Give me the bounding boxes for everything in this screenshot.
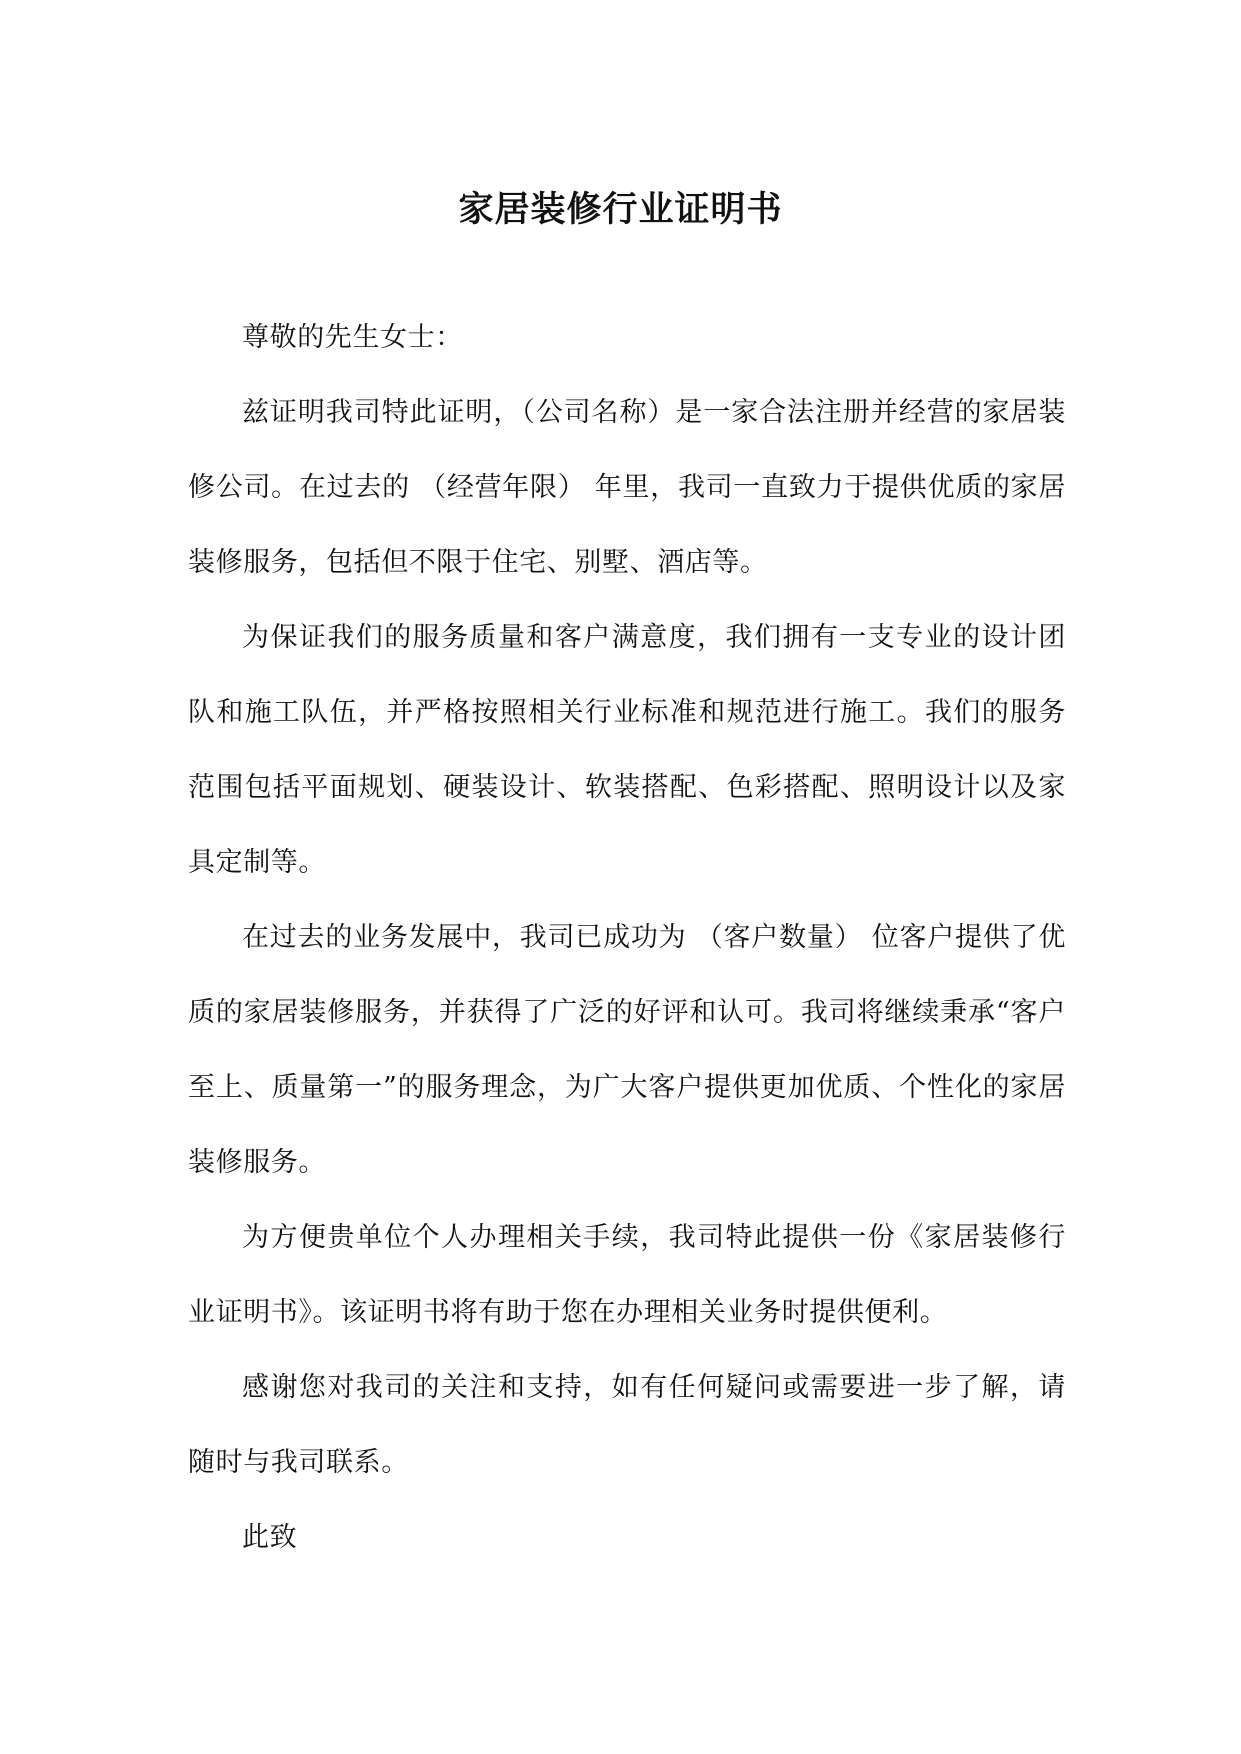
paragraph-purpose: 为方便贵单位个人办理相关手续，我司特此提供一份《家居装修行业证明书》。该证明书将有助于您在办理相关业务时提供便利。 — [188, 1222, 1066, 1328]
paragraph-services: 为保证我们的服务质量和客户满意度，我们拥有一支专业的设计团队和施工队伍，并严格按照相关行业标准和规范进行施工。我们的服务范围包括平面规划、硬装设计、软装搭配、色彩搭配、照明设计以及家具定制等。 — [188, 622, 1066, 878]
document-body — [188, 300, 1066, 1575]
paragraph-achievements: 在过去的业务发展中，我司已成功为 （客户数量） 位客户提供了优质的家居装修服务，并获得了广泛的好评和认可。我司将继续秉承“客户至上、质量第一”的服务理念，为广大客户提供更加优质、个性化的家居装修服务。 — [188, 922, 1066, 1178]
paragraph-introduction: 兹证明我司特此证明，（公司名称）是一家合法注册并经营的家居装修公司。在过去的 （经营年限） 年里，我司一直致力于提供优质的家居装修服务，包括但不限于住宅、别墅、酒店等。 — [188, 397, 1066, 578]
document-title: 家居装修行业证明书 — [458, 189, 783, 230]
closing: 此致 — [242, 1522, 298, 1553]
salutation: 尊敬的先生女士： — [242, 322, 463, 353]
paragraph-thanks: 感谢您对我司的关注和支持，如有任何疑问或需要进一步了解，请随时与我司联系。 — [188, 1372, 1066, 1478]
